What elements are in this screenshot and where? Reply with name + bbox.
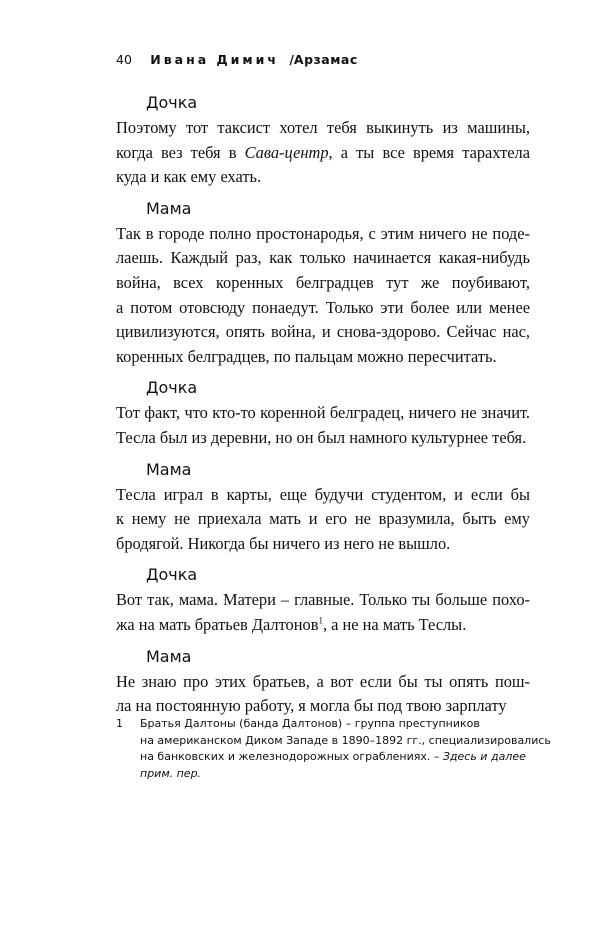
text-run: Поэтому тот таксист хотел тебя выкинуть из машины,: [116, 118, 530, 137]
speaker-name: Мама: [146, 459, 192, 479]
speech-paragraph: [116, 670, 530, 719]
text-line: [116, 670, 530, 695]
footnote-line: [140, 733, 551, 750]
text-line: [116, 613, 530, 638]
speaker-name: Дочка: [146, 565, 198, 585]
text-run: на американском Диком Западе в 1890–1892 гг., специализировались: [140, 733, 551, 747]
speech-paragraph: [116, 588, 530, 637]
text-line: [116, 246, 530, 271]
italic-run: Здесь и далее: [442, 750, 526, 763]
footnote: [116, 716, 551, 782]
text-line: [116, 426, 530, 451]
text-run: , а ты все время тарахтела: [328, 142, 530, 162]
text-run: лаешь. Каждый раз, как только начинается какая-нибудь: [116, 248, 530, 268]
text-line: [116, 401, 530, 426]
footnote-line: [140, 749, 530, 766]
text-line: [116, 271, 530, 296]
speaker-name: Дочка: [146, 93, 198, 112]
text-line: [116, 507, 530, 532]
text-run: Так в городе полно простонародья, с этим ничего не поде-: [116, 223, 530, 243]
text-line: [116, 222, 530, 247]
speech-paragraph: [116, 222, 530, 370]
speaker-name: Дочка: [146, 378, 198, 398]
text-run: куда и как ему ехать.: [116, 167, 262, 187]
footnote-number: 1: [116, 717, 123, 730]
text-run: коренных белградцев, по пальцам можно пересчитать.: [116, 346, 497, 366]
text-line: [116, 296, 530, 321]
running-head: [116, 52, 358, 67]
page-number: 40: [116, 52, 132, 67]
text-line: [116, 588, 530, 613]
footnote-reference[interactable]: 1: [318, 615, 323, 626]
text-line: [116, 483, 530, 508]
text-run: цивилизуются, опять война, и снова-здорово. Сейчас нас,: [116, 322, 530, 342]
text-run: война, всех коренных белградцев тут же поубивают,: [116, 272, 530, 292]
text-line: [116, 320, 530, 345]
author-name: Ивана Димич: [150, 52, 279, 67]
text-run: Тесла был из деревни, но он был намного культурнее тебя.: [116, 427, 527, 447]
speaker-name: Мама: [146, 198, 192, 218]
text-line: [116, 694, 530, 719]
text-run: на банковских и железнодорожных ограблениях. –: [140, 750, 443, 763]
text-run: бродягой. Никогда бы ничего из него не вышло.: [116, 533, 451, 553]
text-run: Вот так, мама. Матери – главные. Только ты больше похо-: [116, 590, 530, 610]
speech-paragraph: [116, 483, 530, 557]
italic-run: Сава-центр: [244, 142, 329, 162]
text-run: когда вез тебя в: [116, 142, 245, 162]
text-line: [116, 532, 530, 557]
text-run: а потом отовсюду понаедут. Только эти более или менее: [116, 297, 530, 317]
book-title: Арзамас: [293, 52, 358, 67]
footnote-text: [140, 716, 551, 782]
footnote-line: [140, 766, 530, 783]
header-separator: /: [289, 52, 294, 67]
text-line: [116, 116, 530, 141]
footnote-line: [140, 716, 530, 733]
speech-paragraph: [116, 401, 530, 450]
text-run: Тот факт, что кто-то коренной белградец, ничего не значит.: [116, 403, 530, 423]
text-run: Тесла играл в карты, еще будучи студентом, и если бы: [116, 484, 530, 504]
text-line: [116, 141, 530, 166]
dialogue-text: [116, 90, 530, 719]
text-run: жа на мать братьев Далтонов: [116, 614, 319, 634]
text-run: ла на постоянную работу, я могла бы под твою зарплату: [116, 696, 507, 716]
text-line: [116, 165, 530, 190]
speech-paragraph: [116, 116, 530, 190]
italic-run: прим. пер.: [140, 766, 202, 780]
text-run: Не знаю про этих братьев, а вот если бы ты опять пош-: [116, 671, 530, 691]
text-run: к нему не приехала мать и его не вразумила, быть ему: [116, 509, 530, 529]
text-run: , а не на мать Теслы.: [322, 614, 467, 634]
speaker-name: Мама: [146, 646, 192, 666]
text-line: [116, 345, 530, 370]
text-run: Братья Далтоны (банда Далтонов) – группа преступников: [140, 717, 480, 730]
